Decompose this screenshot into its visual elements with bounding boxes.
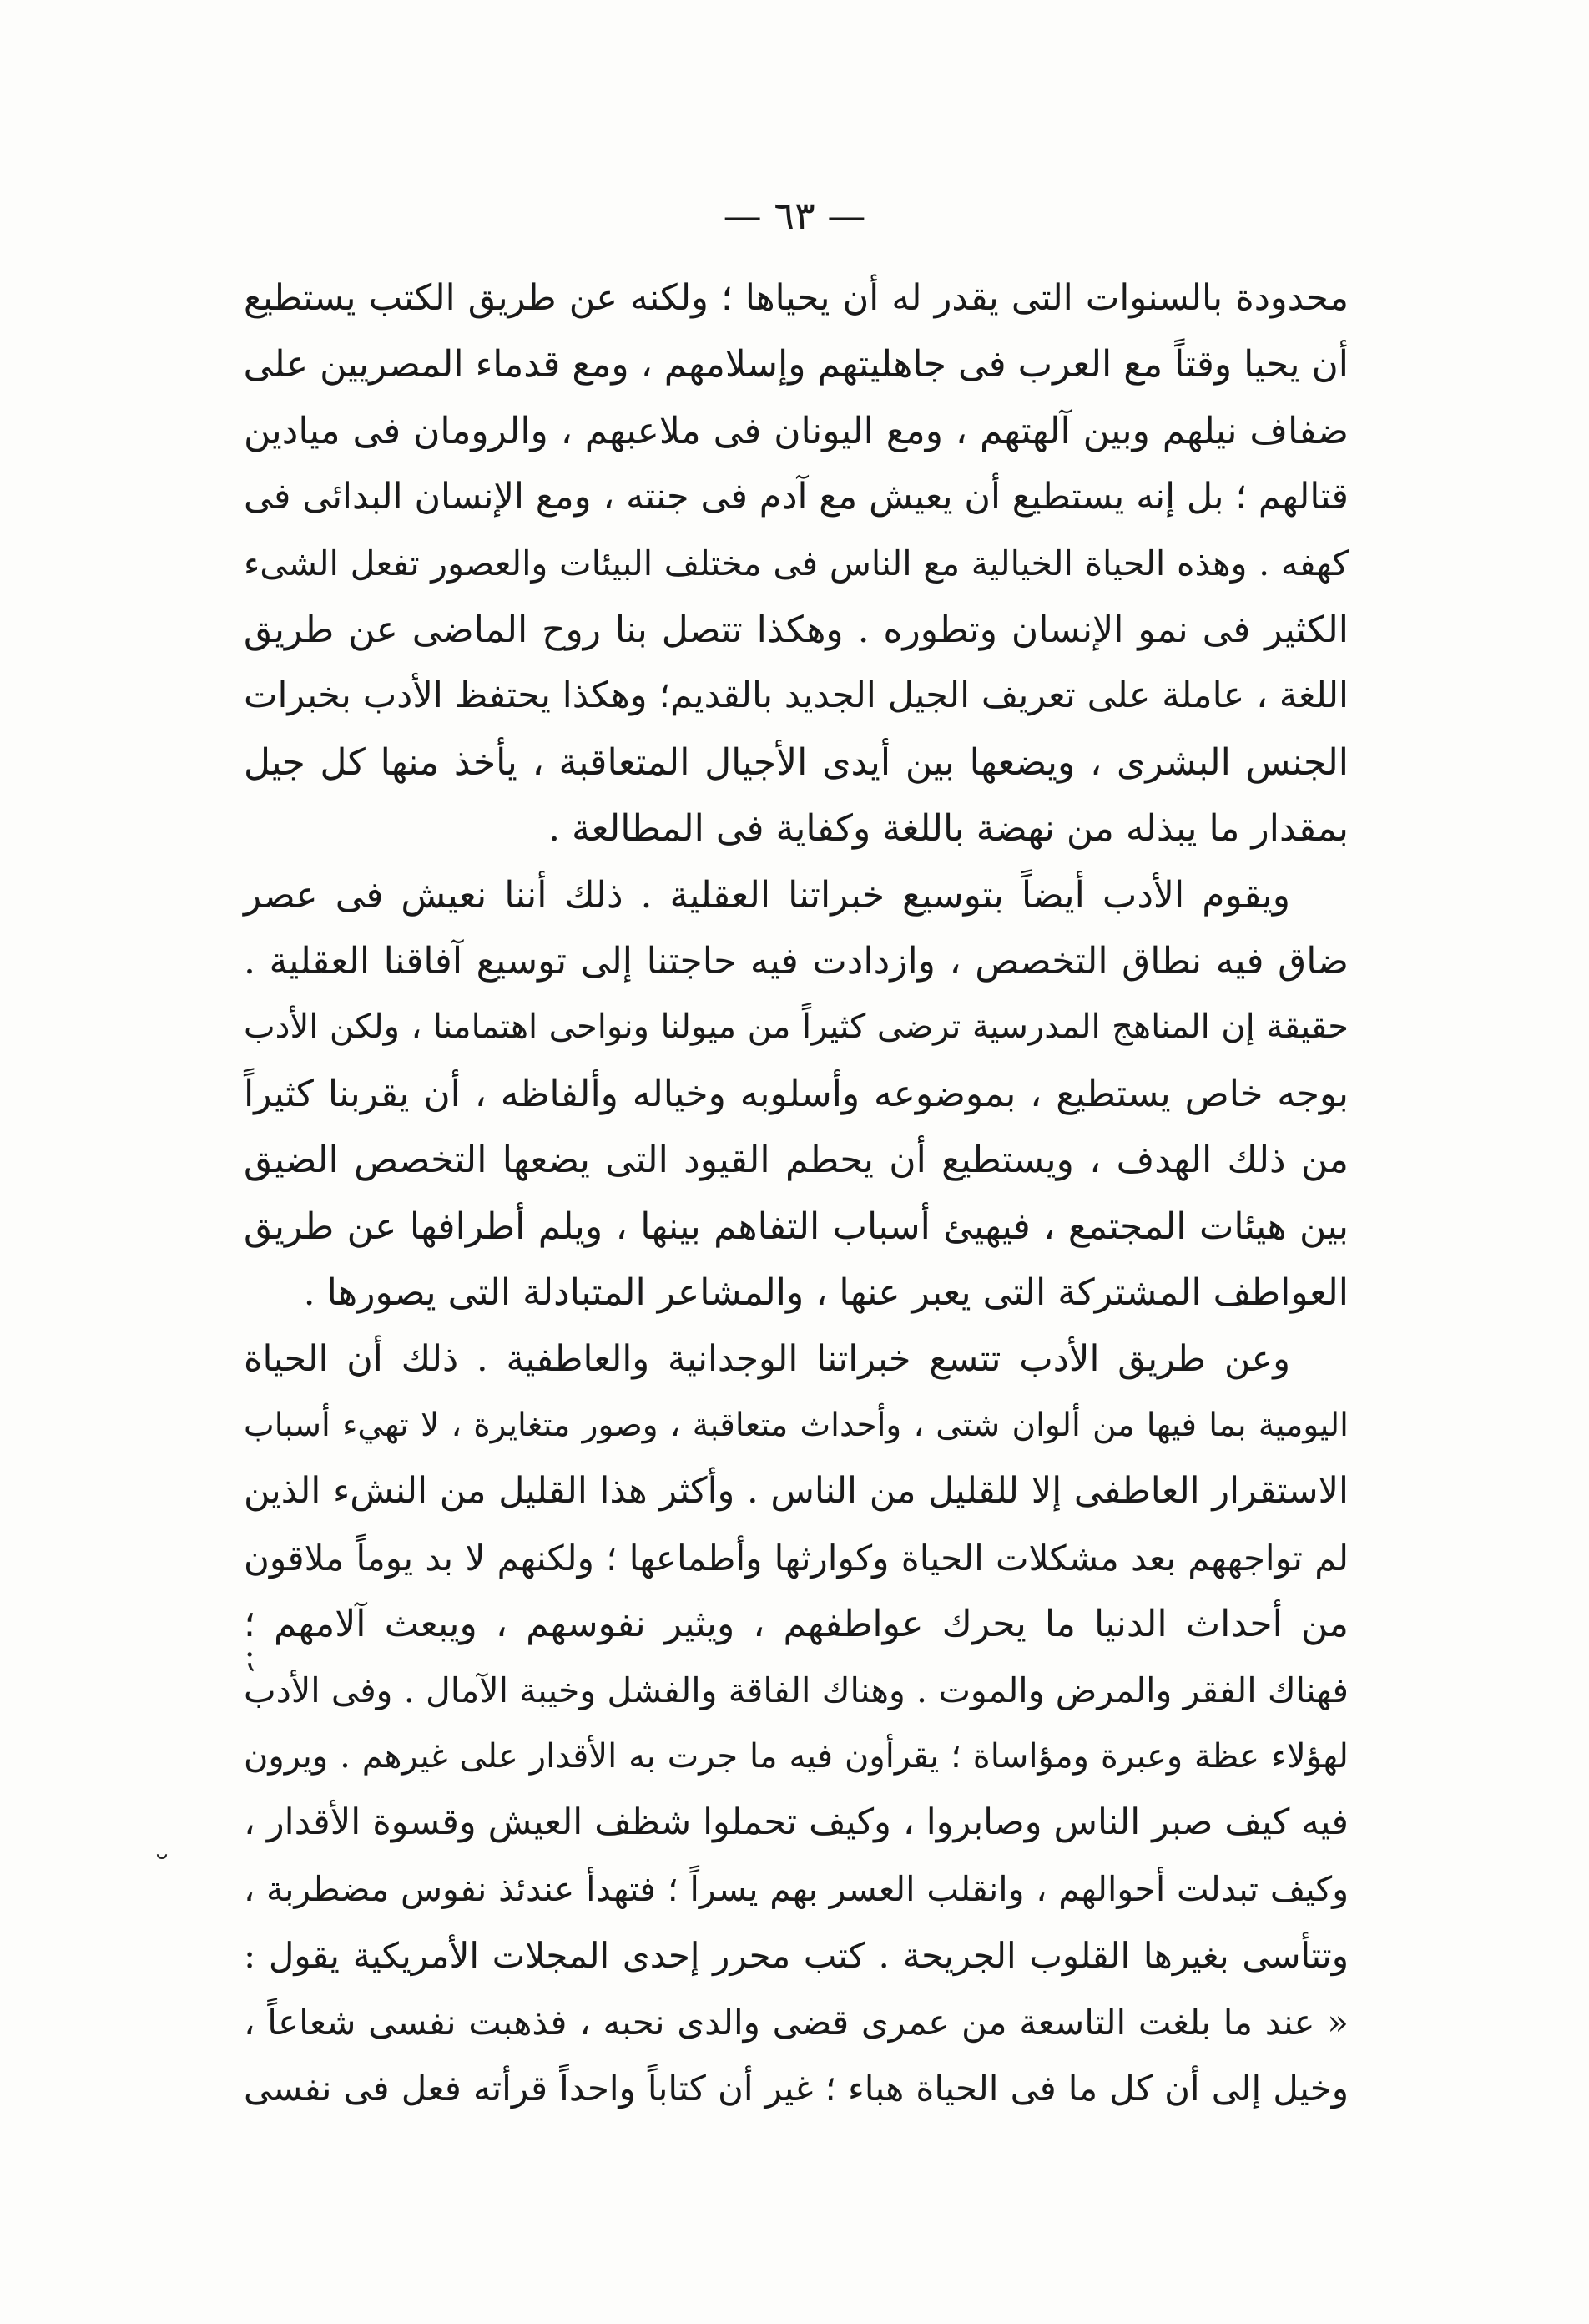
text-line: لم تواجههم بعد مشكلات الحياة وكوارثها وأطماعها ؛ ولكنهم لا بد يوماً ملاقون [244, 1537, 1349, 1579]
text-line: وخيل إلى أن كل ما فى الحياة هباء ؛ غير أن كتاباً واحداً قرأته فعل فى نفسى [244, 2067, 1349, 2109]
text-line: من ذلك الهدف ، ويستطيع أن يحطم القيود التى يضعها التخصص الضيق [244, 1139, 1349, 1182]
text-line: الكثير فى نمو الإنسان وتطوره . وهكذا تتصل بنا روح الماضى عن طريق [244, 609, 1349, 652]
text-line: ضفاف نيلهم وبين آلهتهم ، ومع اليونان فى ملاعبهم ، والرومان فى ميادين [244, 409, 1349, 452]
paragraph-start-line: وعن طريق الأدب تتسع خبراتنا الوجدانية والعاطفية . ذلك أن الحياة [244, 1337, 1290, 1380]
text-line: فهناك الفقر والمرض والموت . وهناك الفاقة والفشل وخيبة الآمال . وفى الأدب [244, 1670, 1349, 1710]
margin-dot-icon: ˘ [154, 1851, 170, 1889]
page-number: — ٦٣ — [723, 193, 866, 238]
margin-mark-icon: ⁏ [244, 1637, 255, 1675]
text-line: قتالهم ؛ بل إنه يستطيع أن يعيش مع آدم فى جنته ، ومع الإنسان البدائى فى [244, 476, 1349, 518]
text-line: كهفه . وهذه الحياة الخيالية مع الناس فى مختلف البيئات والعصور تفعل الشىء [244, 543, 1349, 584]
text-line: بمقدار ما يبذله من نهضة باللغة وكفاية فى المطالعة . [548, 807, 1349, 851]
paragraph-start-line: ويقوم الأدب أيضاً بتوسيع خبراتنا العقلية . ذلك أننا نعيش فى عصر [244, 873, 1290, 917]
text-line: الجنس البشرى ، ويضعها بين أيدى الأجيال المتعاقبة ، يأخذ منها كل جيل [244, 740, 1349, 784]
text-line: ضاق فيه نطاق التخصص ، وازدادت فيه حاجتنا إلى توسيع آفاقنا العقلية . [244, 940, 1349, 983]
text-line: حقيقة إن المناهج المدرسية ترضى كثيراً من ميولنا ونواحى اهتمامنا ، ولكن الأدب [244, 1008, 1349, 1047]
text-line: محدودة بالسنوات التى يقدر له أن يحياها ؛ ولكنه عن طريق الكتب يستطيع [244, 277, 1349, 319]
text-line: اليومية بما فيها من ألوان شتى ، وأحداث متعاقبة ، وصور متغايرة ، لا تهيء أسباب [244, 1406, 1349, 1444]
text-line: وكيف تبدلت أحوالهم ، وانقلب العسر بهم يسراً ؛ فتهدأ عندئذ نفوس مضطربة ، [244, 1868, 1349, 1909]
text-line: « عند ما بلغت التاسعة من عمرى قضى والدى نحبه ، فذهبت نفسى شعاعاً ، [244, 2001, 1349, 2043]
text-line: أن يحيا وقتاً مع العرب فى جاهليتهم وإسلامهم ، ومع قدماء المصريين على [243, 343, 1349, 386]
text-line: من أحداث الدنيا ما يحرك عواطفهم ، ويثير نفوسهم ، ويبعث آلامهم ؛ [244, 1603, 1349, 1646]
text-line: الاستقرار العاطفى إلا للقليل من الناس . وأكثر هذا القليل من النشء الذين [244, 1470, 1349, 1513]
text-line: لهؤلاء عظة وعبرة ومؤاساة ؛ يقرأون فيه ما جرت به الأقدار على غيرهم . ويرون [244, 1736, 1349, 1776]
text-line: اللغة ، عاملة على تعريف الجيل الجديد بالقديم؛ وهكذا يحتفظ الأدب بخبرات [244, 674, 1349, 717]
text-line: العواطف المشتركة التى يعبر عنها ، والمشاعر المتبادلة التى يصورها . [303, 1271, 1349, 1315]
body-text [244, 265, 1349, 2121]
text-line: بين هيئات المجتمع ، فيهيئ أسباب التفاهم بينها ، ويلم أطرافها عن طريق [244, 1205, 1349, 1248]
text-line: فيه كيف صبر الناس وصابروا ، وكيف تحملوا شظف العيش وقسوة الأقدار ، [244, 1801, 1349, 1844]
text-line: وتتأسى بغيرها القلوب الجريحة . كتب محرر إحدى المجلات الأمريكية يقول : [244, 1935, 1349, 1977]
text-line: بوجه خاص يستطيع ، بموضوعه وأسلوبه وخياله وألفاظه ، أن يقربنا كثيراً [244, 1072, 1349, 1115]
